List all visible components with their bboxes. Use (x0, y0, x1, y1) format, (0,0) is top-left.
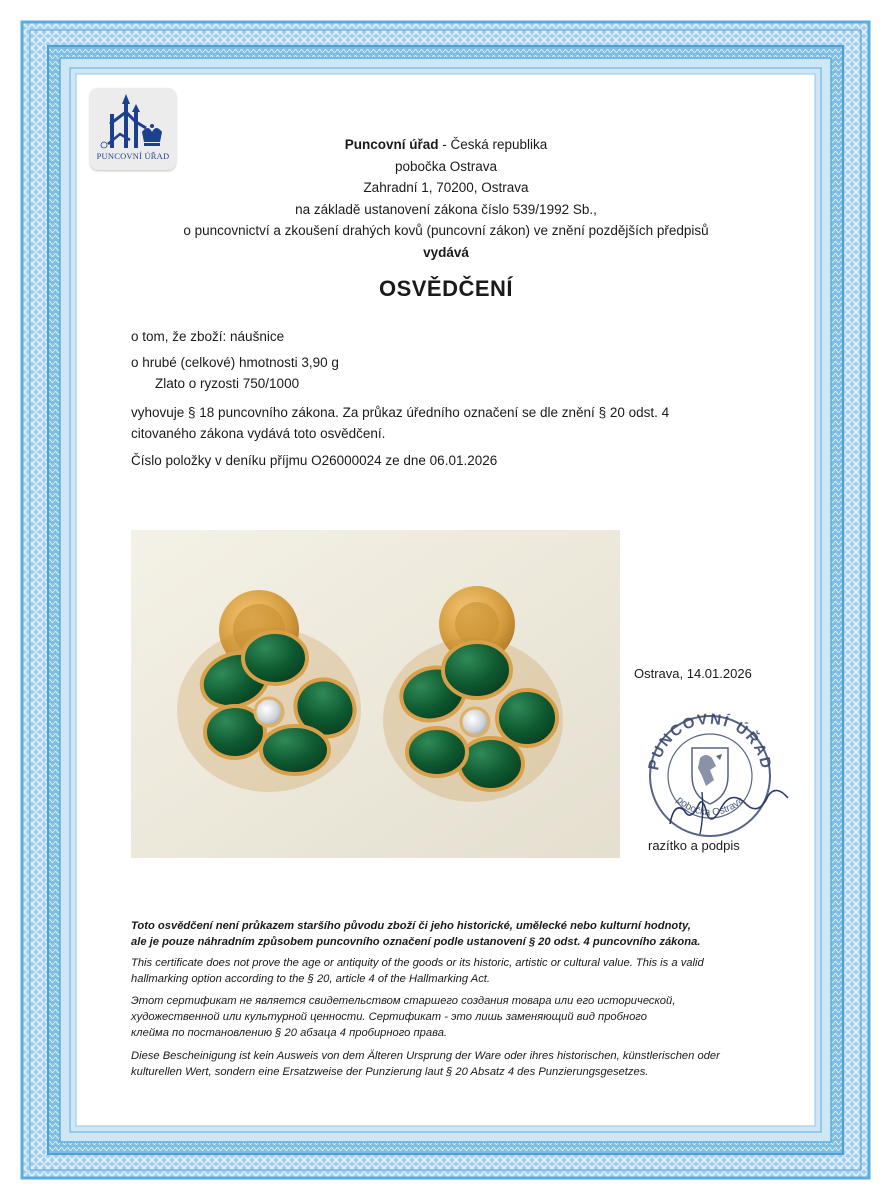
disclaimer-en-1: This certificate does not prove the age or antiquity of the goods or its historic, artistic or cultural value. This is a valid (131, 957, 704, 969)
issuer-header (150, 134, 742, 263)
disclaimer-de-1: Diese Bescheinigung ist kein Ausweis von dem Älteren Ursprung der Ware oder ihres historischen, künstlerischen oder (131, 1050, 720, 1062)
law-line-1: na základě ustanovení zákona číslo 539/1992 Sb., (295, 201, 597, 217)
branch-line: pobočka Ostrava (394, 158, 498, 174)
coat-of-arms-icon (692, 748, 728, 804)
gold-fineness-line: Zlato o ryzosti 750/1000 (155, 376, 300, 391)
disclaimer-ru-1: Этот сертификат не является свидетельством старшего создания товара или его исторической, (131, 995, 676, 1007)
disclaimer-ru-3: клейма по постановлению § 20 абзаца 4 пробирного права. (131, 1027, 448, 1039)
stamp-signature-label: razítko a podpis (648, 838, 740, 853)
compliance-line-2: citovaného zákona vydává toto osvědčení. (131, 426, 386, 441)
address-line: Zahradní 1, 70200, Ostrava (363, 180, 529, 195)
compliance-line-1: vyhovuje § 18 puncovního zákona. Za průkaz úředního označení se dle znění § 20 odst. 4 (131, 405, 670, 420)
stamp-ring-text: PUNCOVNÍ ÚŘAD (645, 710, 775, 772)
goods-line: o tom, že zboží: náušnice (131, 329, 285, 344)
disclaimer-de-2: kulturellen Wert, sondern eine Ersatzweise der Punzierung laut § 20 Absatz 4 des Punzierungsgesetzes. (131, 1066, 649, 1078)
stamp-inner-text: pobočka Ostrava (674, 794, 746, 819)
earrings-photo (131, 530, 620, 858)
issues-line: vydává (423, 244, 469, 260)
disclaimer-ru-2: художественной или культурной ценности. Сертификат - это лишь заменяющий вид пробного (131, 1011, 647, 1023)
disclaimer-cz-1: Toto osvědčení není průkazem staršího původu zboží či jeho historické, umělecké nebo kulturní hodnoty, (131, 920, 691, 932)
office-line (150, 134, 742, 156)
official-stamp (640, 706, 790, 846)
disclaimer-cz-2: ale je pouze náhradním způsobem puncovního označení podle ustanovení § 20 odst. 4 puncovního zákona. (131, 936, 701, 948)
disclaimer-en-2: hallmarking option according to the § 20, article 4 of the Hallmarking Act. (131, 973, 491, 985)
law-line-2: o puncovnictví a zkoušení drahých kovů (puncovní zákon) ve znění pozdějších předpisů (183, 223, 709, 238)
certificate-title: OSVĚDČENÍ (378, 276, 514, 301)
place-and-date: Ostrava, 14.01.2026 (634, 666, 752, 681)
weight-line: o hrubé (celkové) hmotnosti 3,90 g (131, 355, 339, 370)
item-number-line: Číslo položky v deníku příjmu O26000024 ze dne 06.01.2026 (131, 453, 498, 468)
office-country: - Česká republika (438, 137, 548, 152)
office-name: Puncovní úřad (344, 137, 439, 152)
logo-caption: PUNCOVNÍ ÚŘAD (96, 151, 170, 161)
